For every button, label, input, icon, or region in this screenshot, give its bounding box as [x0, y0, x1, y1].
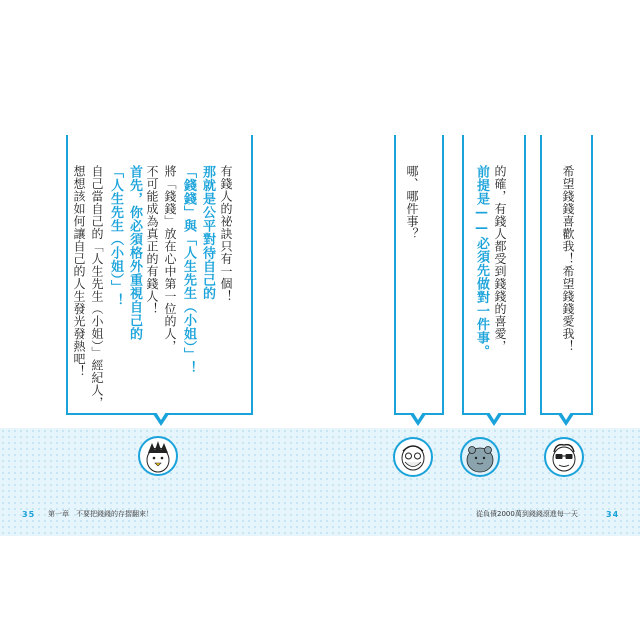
bubble-tail	[486, 414, 502, 426]
right-page-number: 34	[606, 510, 620, 519]
blob-character-icon	[460, 437, 500, 477]
right-b-col-1: 的確，有錢人都受到錢錢的喜愛，	[493, 165, 507, 353]
dotted-footer-band	[0, 428, 640, 536]
right-b-col-2: 前提是——必須先做對一件事。	[474, 165, 489, 358]
left-col-8: 自己當自己的「人生先生（小姐）」經紀人，	[90, 165, 104, 409]
bubble-tail	[410, 414, 426, 426]
right-running-head: 從負債2000萬到錢錢滾進每一天	[476, 510, 578, 518]
right-c-col-1: 希望錢錢喜歡我！希望錢錢愛我！	[561, 165, 575, 353]
left-col-4: 將「錢錢」放在心中第一位的人，	[163, 165, 177, 353]
left-col-2: 那就是公平對待自己的	[200, 165, 215, 300]
left-col-5: 不可能成為真正的有錢人！	[145, 165, 159, 315]
left-col-7: 「人生先生（小姐）」！	[108, 165, 123, 307]
left-col-6: 首先，你必須格外重視自己的	[127, 165, 142, 341]
left-col-9: 想想該如何讓自己的人生發光發熱吧！	[72, 165, 86, 378]
left-running-head: 第一章 不要把錢錢的存摺翻來！	[48, 510, 153, 518]
old-man-character-icon	[393, 437, 433, 477]
glasses-man-character-icon	[544, 437, 584, 477]
left-col-1: 有錢人的祕訣只有一個！	[219, 165, 233, 303]
left-col-3: 「錢錢」與「人生先生（小姐）」！	[181, 165, 196, 375]
bubble-tail	[153, 414, 169, 426]
left-page-number: 35	[22, 510, 36, 519]
bubble-tail	[558, 414, 574, 426]
right-a-col-1: 哪、哪件事？	[405, 165, 419, 240]
penguin-character-icon	[138, 436, 178, 476]
